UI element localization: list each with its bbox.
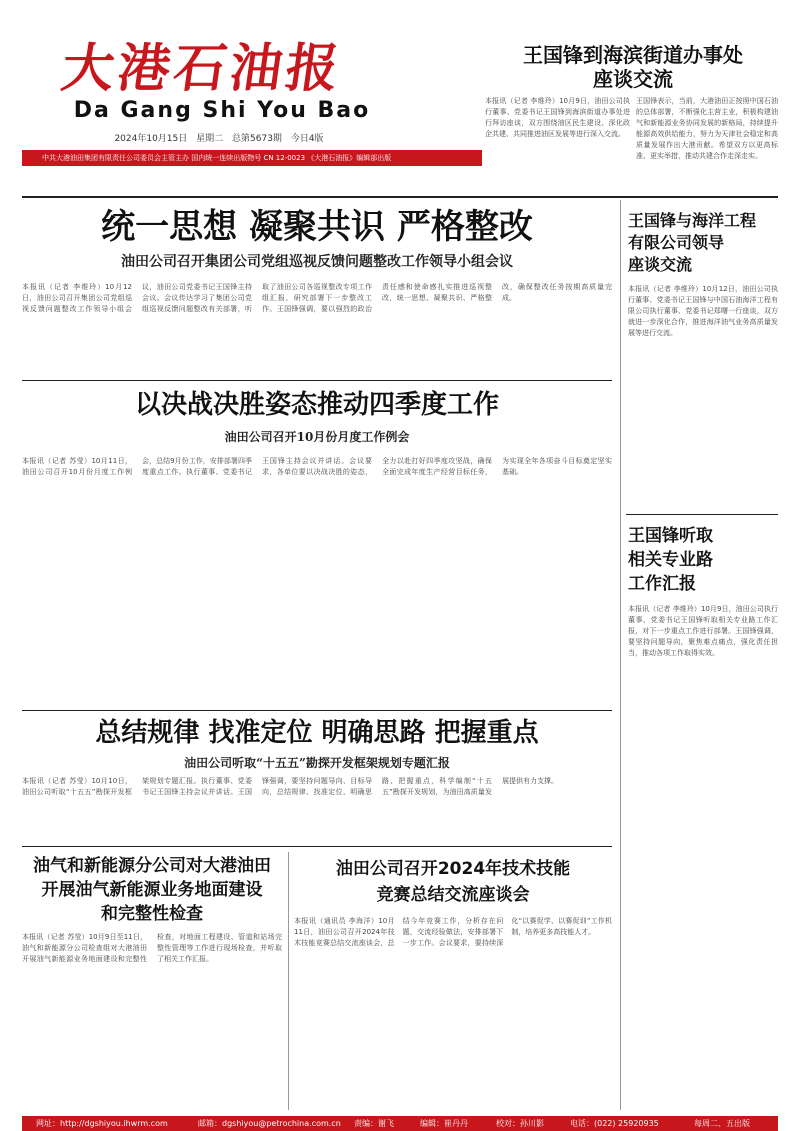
- bottom-left-headline-3: 和完整性检查: [101, 904, 203, 924]
- footer-email[interactable]: 邮箱：dgshiyou@petrochina.com.cn: [198, 1119, 341, 1128]
- main2-headline: 以决战决胜姿态推动四季度工作: [134, 390, 499, 420]
- issue-pages: 今日4版: [290, 134, 324, 144]
- bottom-right-headline-2: 竞赛总结交流座谈会: [376, 885, 530, 905]
- side2-headline-3: 工作汇报: [628, 574, 696, 594]
- side2-headline-1: 王国锋听取: [628, 526, 713, 546]
- bottom-right-headline-1: 油田公司召开2024年技术技能: [335, 859, 571, 879]
- section-rule-2: [22, 710, 612, 711]
- main1-subhead: 油田公司召开集团公司党组巡视反馈问题整改工作领导小组会议: [121, 254, 513, 270]
- section-rule-1: [22, 380, 612, 381]
- side1-body: 本报讯（记者 李维玲）10月12日，油田公司执行董事、党委书记王国锋与中国石油海洋工程有限公司执行董事、党委书记郑曙一行座谈，双方就进一步深化合作，推进海洋油气业务高质量发展等进行交流。: [628, 285, 778, 337]
- footer-proofreader: 校对：孙川影: [496, 1119, 544, 1128]
- top-right-lead: 本报讯（记者 李维玲）10月9日，油田公司执行董事、党委书记王国锋到海滨街道办事处进行拜访座谈，双方围绕油区民生建设、深化政企共建、共同推进油区发展等进行深入交流。: [485, 97, 630, 138]
- section-rule-3: [22, 846, 612, 847]
- footer-website[interactable]: 网址：http://dgshiyou.ihwrm.com: [36, 1119, 168, 1128]
- footer-bar: [22, 1116, 778, 1131]
- issue-date: 2024年10月15日: [114, 134, 188, 144]
- side1-headline-1: 王国锋与海洋工程: [628, 211, 757, 230]
- main1-headline: 统一思想 凝聚共识 严格整改: [101, 207, 533, 247]
- issue-weekday: 星期二: [196, 134, 224, 144]
- footer-schedule: 每周二、五出版: [694, 1119, 750, 1128]
- column-rule-bottom: [288, 852, 289, 1110]
- main3-subhead: 油田公司听取“十五五”勘探开发框架规划专题汇报: [184, 756, 450, 770]
- sidebar-rule: [620, 200, 621, 1110]
- main2-subhead: 油田公司召开10月份月度工作例会: [224, 430, 410, 444]
- header-rule: [22, 196, 778, 198]
- bottom-left-headline-2: 开展油气新能源业务地面建设: [41, 880, 263, 900]
- side2-body: 本报讯（记者 李维玲）10月9日，油田公司执行董事、党委书记王国锋听取相关专业路工作汇报，对下一步重点工作进行部署。王国锋强调，要坚持问题导向，聚焦难点痛点，强化责任担当，推动各项工作取得实效。: [628, 605, 778, 657]
- bottom-right-body: 本报讯（通讯员 李海洋）10月11日，油田公司召开2024年技术技能竞赛总结交流座谈会，总结今年竞赛工作，分析存在问题，交流经验做法，安排部署下一步工作。会议要求，要持续深化“以赛促学、以赛促训”工作机制，培养更多高技能人才。: [294, 917, 612, 947]
- side2-headline-2: 相关专业路: [628, 550, 713, 570]
- main1-body: 本报讯（记者 李维玲）10月12日，油田公司召开集团公司党组巡视反馈问题整改工作领导小组会议，油田公司党委书记王国锋主持会议。会议传达学习了集团公司党组巡视反馈问题整改有关部署，听取了油田公司各巡视整改专项工作组汇报，研究部署下一步整改工作。王国锋强调，要以强烈的政治责任感和使命感扎实推进巡视整改，统一思想、凝聚共识、严格整改，确保整改任务按期高质量完成。: [22, 283, 612, 313]
- masthead-title: 大港石油报: [57, 38, 347, 99]
- side1-headline-3: 座谈交流: [628, 255, 693, 274]
- top-right-body: 王国锋表示，当前，大港油田正按照中国石油的总体部署，不断强化主营主业，积极构建油气和新能源业务协同发展的新格局，持续提升能源高效供给能力，努力为天津社会稳定和高质量发展作出大港贡献。希望双方以更高标准、更实举措，推动共建合作走深走实。: [636, 97, 778, 160]
- footer-phone: 电话：(022) 25920935: [570, 1119, 659, 1128]
- bottom-left-body: 本报讯（记者 苏莹）10月9日至11日，油气和新能源分公司检查组对大港油田开展油气新能源业务地面建设和完整性检查，对地面工程建设、管道和站场完整性管理等工作进行现场检查，并听取了相关工作汇报。: [22, 933, 282, 963]
- main3-body: 本报讯（记者 苏莹）10月10日，油田公司听取“十五五”勘探开发框架规划专题汇报。执行董事、党委书记王国锋主持会议并讲话。王国锋强调，要坚持问题导向、目标导向，总结规律、找准定位、明确思路、把握重点，科学编制“十五五”勘探开发规划，为油田高质量发展提供有力支撑。: [22, 777, 558, 796]
- main3-headline: 总结规律 找准定位 明确思路 把握重点: [95, 718, 539, 748]
- masthead-dateline: [62, 133, 382, 145]
- bottom-left-headline-1: 油气和新能源分公司对大港油田: [33, 856, 271, 876]
- footer-editor: 责编：谢飞: [354, 1119, 394, 1128]
- main2-body: 本报讯（记者 苏莹）10月11日，油田公司召开10月份月度工作例会，总结9月份工作，安排部署四季度重点工作。执行董事、党委书记王国锋主持会议并讲话。会议要求，各单位要以决战决胜的姿态，全力以赴打好四季度攻坚战，确保全面完成年度生产经营目标任务，为实现全年各项奋斗目标奠定坚实基础。: [22, 457, 612, 476]
- masthead-pinyin: Da Gang Shi You Bao: [73, 98, 371, 123]
- top-right-headline-2: 座谈交流: [593, 67, 673, 91]
- issue-number: 总第5673期: [232, 134, 282, 144]
- sidebar-section-rule: [626, 514, 778, 515]
- side1-headline-2: 有限公司领导: [628, 233, 725, 252]
- footer-layout-editor: 编辑：崔丹丹: [420, 1119, 468, 1128]
- top-right-headline-1: 王国锋到海滨街道办事处: [523, 43, 743, 67]
- masthead-info-bar: 中共大港油田集团有限责任公司委员会主管主办 国内统一连续出版物号 CN 12-0023 《大港石油报》编辑部出版: [22, 150, 482, 166]
